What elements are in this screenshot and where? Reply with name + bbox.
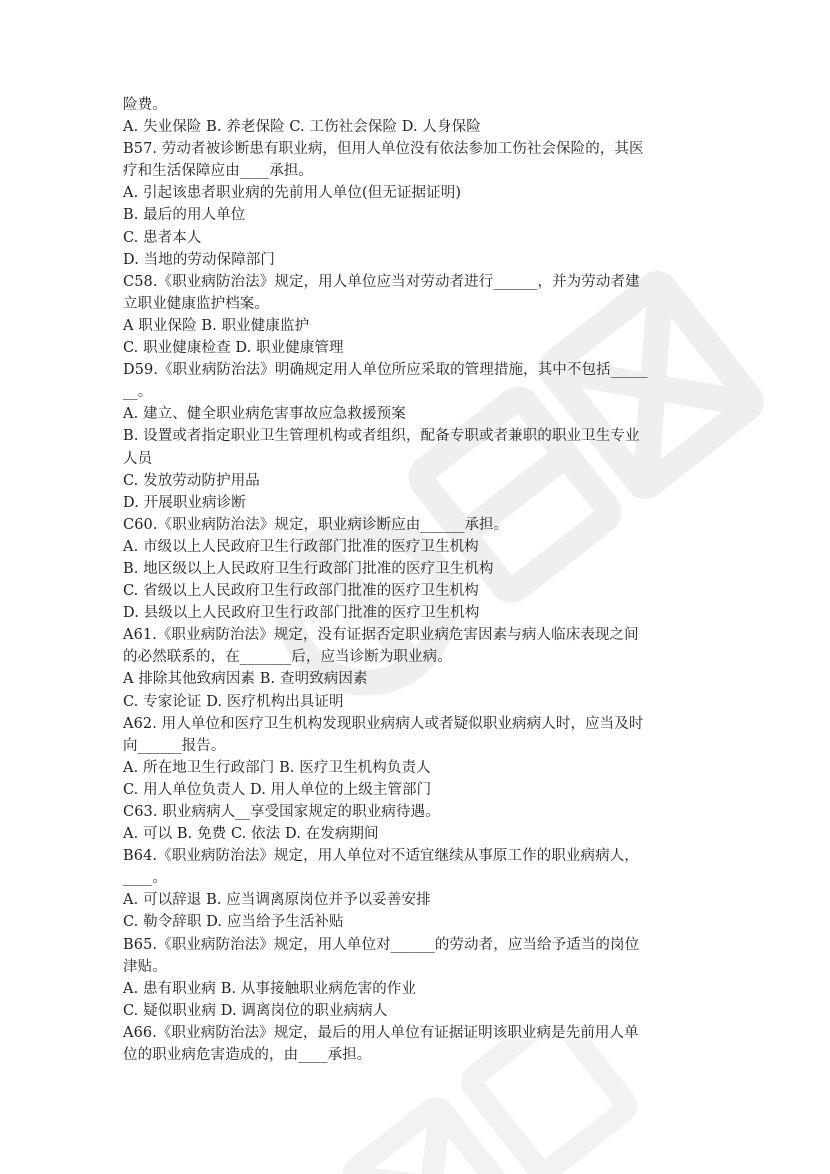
text-line: 立职业健康监护档案。 xyxy=(123,295,269,312)
text-line: C. 职业健康检查 D. 职业健康管理 xyxy=(123,340,344,357)
text-line: A 排除其他致病因素 B. 查明致病因素 xyxy=(123,671,368,688)
text-line: B57. 劳动者被诊断患有职业病，但用人单位没有依法参加工伤社会保险的，其医 xyxy=(123,141,644,158)
text-line: D. 开展职业病诊断 xyxy=(123,494,246,511)
text-line: A. 建立、健全职业病危害事故应急救援预案 xyxy=(123,406,406,423)
text-line: 位的职业病危害造成的，由____承担。 xyxy=(123,1047,372,1064)
text-line: C58.《职业病防治法》规定，用人单位应当对劳动者进行______，并为劳动者建 xyxy=(123,273,640,290)
text-line: B65.《职业病防治法》规定，用人单位对______的劳动者，应当给予适当的岗位 xyxy=(123,936,640,953)
text-line: A66.《职业病防治法》规定，最后的用人单位有证据证明该职业病是先前用人单 xyxy=(123,1024,639,1041)
text-line: A. 可以 B. 免费 C. 依法 D. 在发病期间 xyxy=(123,826,379,843)
text-line: C. 发放劳动防护用品 xyxy=(123,472,260,489)
text-line: 的必然联系的，在_______后，应当诊断为职业病。 xyxy=(123,649,452,666)
text-line: A. 患有职业病 B. 从事接触职业病危害的作业 xyxy=(123,980,417,997)
text-line: C60.《职业病防治法》规定，职业病诊断应由______承担。 xyxy=(123,516,509,533)
text-line: 人员 xyxy=(123,450,153,467)
text-line: C. 勒令辞职 D. 应当给予生活补贴 xyxy=(123,914,344,931)
text-line: C. 省级以上人民政府卫生行政部门批准的医疗卫生机构 xyxy=(123,583,479,600)
text-line: A. 失业保险 B. 养老保险 C. 工伤社会保险 D. 人身保险 xyxy=(123,119,481,136)
text-line: A. 引起该患者职业病的先前用人单位(但无证据证明) xyxy=(123,185,462,202)
text-line: A. 市级以上人民政府卫生行政部门批准的医疗卫生机构 xyxy=(123,538,479,555)
document-body xyxy=(123,94,713,1066)
text-line: A61.《职业病防治法》规定，没有证据否定职业病危害因素与病人临床表现之间 xyxy=(123,627,639,644)
text-line: C. 患者本人 xyxy=(123,229,202,246)
text-line: D. 当地的劳动保障部门 xyxy=(123,251,276,268)
text-line: A. 可以辞退 B. 应当调离原岗位并予以妥善安排 xyxy=(123,892,431,909)
text-line: A62. 用人单位和医疗卫生机构发现职业病病人或者疑似职业病病人时，应当及时 xyxy=(123,715,644,732)
text-line: C. 用人单位负责人 D. 用人单位的上级主管部门 xyxy=(123,781,432,798)
text-line: 向______报告。 xyxy=(123,737,226,754)
text-line: C. 专家论证 D. 医疗机构出具证明 xyxy=(123,693,344,710)
text-line: C63. 职业病病人__享受国家规定的职业病待遇。 xyxy=(123,804,440,820)
text-line: __。 xyxy=(123,384,153,401)
text-line: D. 县级以上人民政府卫生行政部门批准的医疗卫生机构 xyxy=(123,605,480,622)
text-line: D59.《职业病防治法》明确规定用人单位所应采取的管理措施，其中不包括_____ xyxy=(123,362,648,379)
text-line: 津贴。 xyxy=(123,958,167,975)
text-line: ____。 xyxy=(123,870,167,887)
text-line: 险费。 xyxy=(123,97,167,113)
text-line: B. 设置或者指定职业卫生管理机构或者组织，配备专职或者兼职的职业卫生专业 xyxy=(123,428,640,445)
text-line: B64.《职业病防治法》规定，用人单位对不适宜继续从事原工作的职业病病人， xyxy=(123,848,639,865)
text-line: A. 所在地卫生行政部门 B. 医疗卫生机构负责人 xyxy=(123,759,431,776)
text-line: B. 最后的用人单位 xyxy=(123,207,246,224)
text-line: C. 疑似职业病 D. 调离岗位的职业病病人 xyxy=(123,1002,388,1019)
text-line: 疗和生活保障应由____承担。 xyxy=(123,163,313,180)
text-line: A 职业保险 B. 职业健康监护 xyxy=(123,317,310,334)
text-line: B. 地区级以上人民政府卫生行政部门批准的医疗卫生机构 xyxy=(123,560,494,577)
